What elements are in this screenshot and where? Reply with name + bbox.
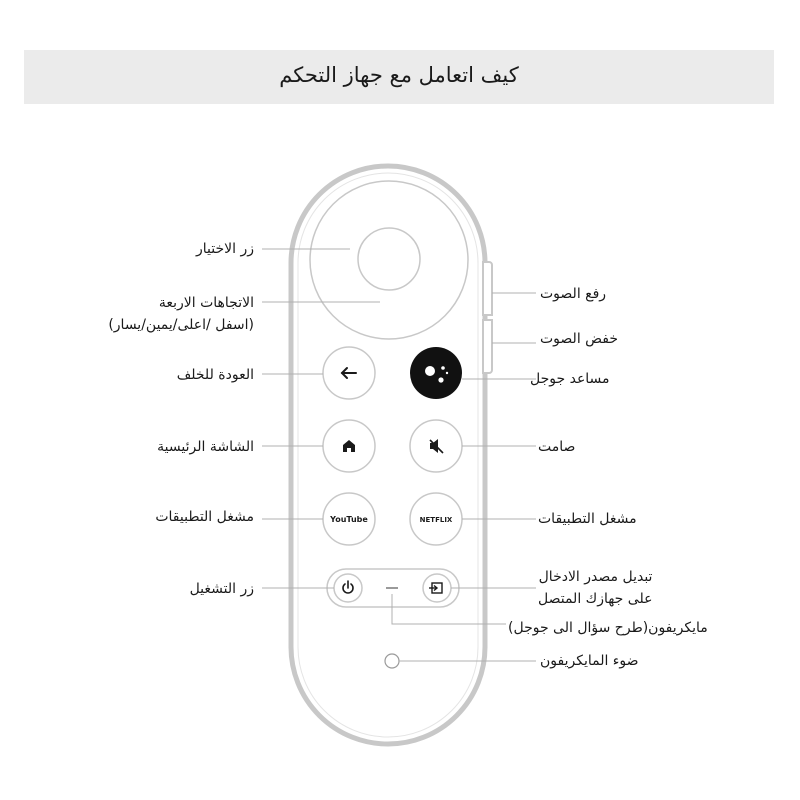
label-select: زر الاختيار [196, 241, 254, 257]
label-volume-down: خفض الصوت [540, 331, 619, 347]
label-input [538, 566, 652, 610]
label-volume-up: رفع الصوت [540, 286, 607, 302]
label-mute: صامت [538, 439, 576, 455]
label-directions [108, 292, 254, 336]
label-back: العودة للخلف [176, 367, 254, 383]
mic-slot [386, 587, 398, 589]
label-assistant: مساعد جوجل [530, 371, 610, 387]
youtube-logo: YouTube [330, 515, 368, 524]
label-mic-light: ضوء المايكريفون [540, 653, 639, 669]
label-app-right: مشغل التطبيقات [538, 511, 637, 527]
select-button [358, 228, 420, 290]
label-input-line2: على جهازك المتصل [538, 591, 653, 607]
volume-down-side-button [483, 320, 492, 373]
label-home: الشاشة الرئيسية [157, 439, 254, 455]
label-directions-line2: (اسفل /اعلى/يمين/يسار) [108, 317, 254, 333]
page-title: كيف اتعامل مع جهاز التحكم [279, 63, 519, 87]
label-power: زر التشغيل [189, 581, 254, 597]
mic-light [385, 654, 399, 668]
label-directions-line1: الاتجاهات الاربعة [158, 295, 254, 311]
netflix-logo: NETFLIX [419, 516, 453, 524]
label-input-line1: تبديل مصدر الادخال [538, 569, 653, 585]
label-app-left: مشغل التطبيقات [155, 509, 254, 525]
label-mic: مايكريفون(طرح سؤال الى جوجل) [508, 620, 708, 636]
volume-up-side-button [483, 262, 492, 315]
assistant-button [410, 347, 462, 399]
